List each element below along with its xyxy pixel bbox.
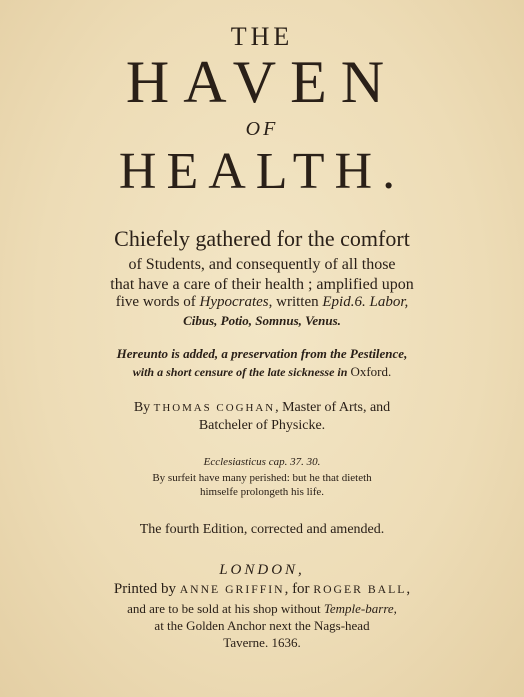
- imprint-printer: ANNE GRIFFIN: [179, 583, 285, 596]
- quote-line-2: himselfe prolongeth his life.: [199, 486, 325, 498]
- description-line-2: of Students, and consequently of all those: [128, 256, 396, 273]
- description-epid: Epid.6. Labor,: [322, 294, 409, 310]
- title-haven: HAVEN: [125, 49, 399, 115]
- imprint-line-1-end: ,: [406, 581, 411, 597]
- addition-place: Oxford.: [350, 364, 392, 379]
- imprint-line-2-pre: and are to be sold at his shop without: [127, 601, 324, 616]
- imprint-line-1-mid: , for: [284, 581, 314, 597]
- author-title-1: , Master of Arts, and: [275, 400, 391, 415]
- imprint-line-1: [0, 581, 524, 598]
- imprint-line-3: at the Golden Anchor next the Nags-head: [154, 618, 370, 633]
- edition: The fourth Edition, corrected and amended.: [139, 522, 385, 537]
- description-line-3: that have a care of their health ; amplified upon: [110, 276, 414, 293]
- quote-line-1: By surfeit have many perished: but he that dieteth: [152, 472, 372, 484]
- author-name: THOMAS COGHAN: [153, 402, 276, 414]
- imprint-line-2: [0, 601, 524, 617]
- imprint-city: LONDON,: [219, 562, 305, 578]
- title-health: HEALTH.: [118, 143, 406, 200]
- description-hypocrates: Hypocrates: [199, 294, 269, 310]
- title-the: THE: [230, 22, 294, 51]
- imprint-line-1-pre: Printed by: [113, 581, 180, 597]
- description-line-5: Cibus, Potio, Somnus, Venus.: [183, 313, 341, 328]
- author-line: [0, 400, 524, 416]
- title-of: OF: [245, 118, 279, 140]
- description-line-1: Chiefely gathered for the comfort: [114, 226, 410, 251]
- author-title-2: Batcheler of Physicke.: [198, 418, 326, 433]
- description-line-4-mid: , written: [268, 294, 323, 310]
- description-line-4: [0, 294, 524, 311]
- imprint-temple-barre: Temple-barre,: [323, 601, 397, 616]
- description-line-4-pre: five words of: [115, 294, 200, 310]
- author-by: By: [133, 400, 154, 415]
- addition-line-1: Hereunto is added, a preservation from the Pestilence,: [116, 346, 408, 361]
- imprint-bookseller: ROGER BALL: [313, 583, 407, 596]
- addition-line-2: [0, 364, 524, 380]
- addition-line-2-pre: with a short censure of the late sicknesse in: [132, 365, 351, 379]
- quote-reference: Ecclesiasticus cap. 37. 30.: [203, 456, 321, 468]
- imprint-line-4: Taverne. 1636.: [223, 635, 301, 650]
